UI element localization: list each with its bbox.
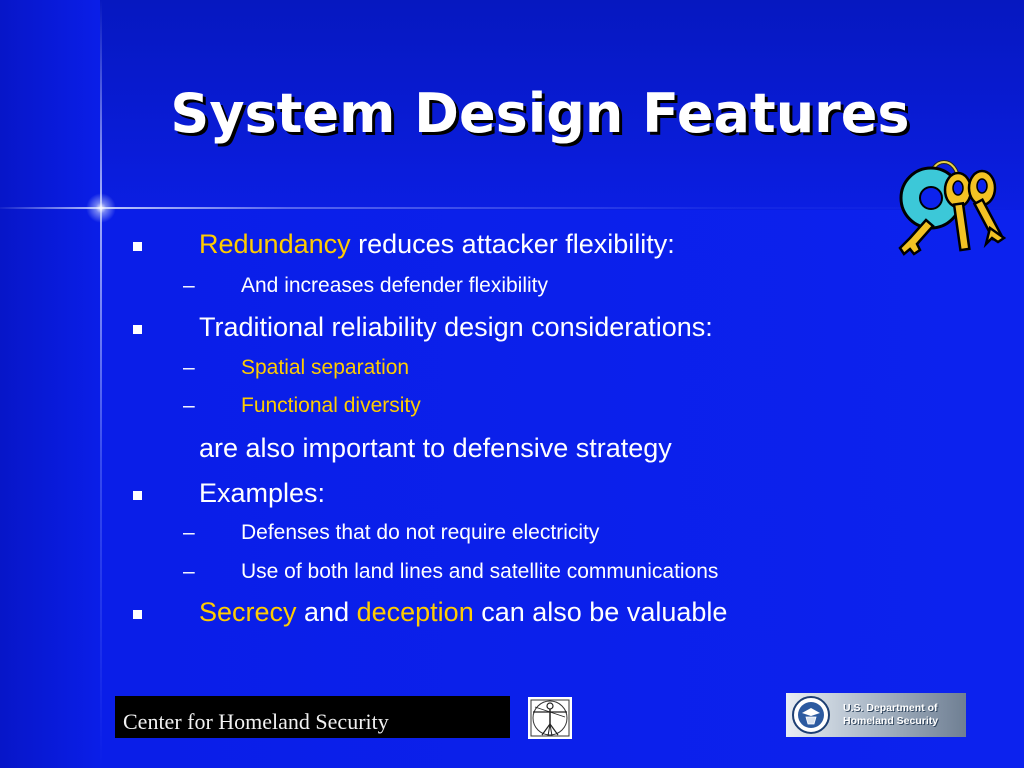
- bullet-square: [133, 610, 142, 619]
- light-flare: [86, 193, 116, 223]
- list-item: [199, 597, 727, 628]
- highlight-secrecy: Secrecy: [199, 597, 297, 627]
- sub-list-item: Defenses that do not require electricity: [241, 521, 600, 544]
- dhs-seal-icon: [792, 696, 830, 734]
- list-item: Traditional reliability design considerations:: [199, 312, 713, 342]
- dhs-banner: [786, 693, 966, 737]
- dash-marker: –: [183, 560, 195, 583]
- sub-list-item: And increases defender flexibility: [241, 274, 549, 297]
- keys-icon: [886, 150, 1016, 275]
- highlight-deception: deception: [356, 597, 474, 627]
- item-text: reduces attacker flexibility:: [350, 229, 675, 259]
- vitruvian-man-icon: [528, 697, 572, 739]
- item-text: can also be valuable: [473, 597, 728, 627]
- highlight-redundancy: Redundancy: [199, 229, 351, 259]
- dhs-line-1: U.S. Department of: [843, 702, 938, 714]
- dhs-line-2: Homeland Security: [843, 715, 939, 727]
- org-banner: [115, 696, 510, 738]
- dash-marker: –: [183, 356, 195, 379]
- list-item: [199, 229, 675, 260]
- bullet-square: [133, 325, 142, 334]
- horizontal-light-line: [0, 207, 1024, 209]
- dash-marker: –: [183, 274, 195, 297]
- dash-marker: –: [183, 394, 195, 417]
- sub-list-item: Functional diversity: [241, 394, 421, 417]
- bullet-square: [133, 491, 142, 500]
- dash-marker: –: [183, 521, 195, 544]
- continuation-text: are also important to defensive strategy: [199, 433, 672, 463]
- bullet-square: [133, 242, 142, 251]
- sub-list-item: Use of both land lines and satellite communications: [241, 560, 719, 583]
- org-name: Center for Homeland Security: [123, 709, 389, 734]
- item-text: and: [296, 597, 357, 627]
- list-item: Examples:: [199, 478, 326, 508]
- slide-title: System Design Features: [170, 82, 910, 145]
- sub-list-item: Spatial separation: [241, 356, 410, 379]
